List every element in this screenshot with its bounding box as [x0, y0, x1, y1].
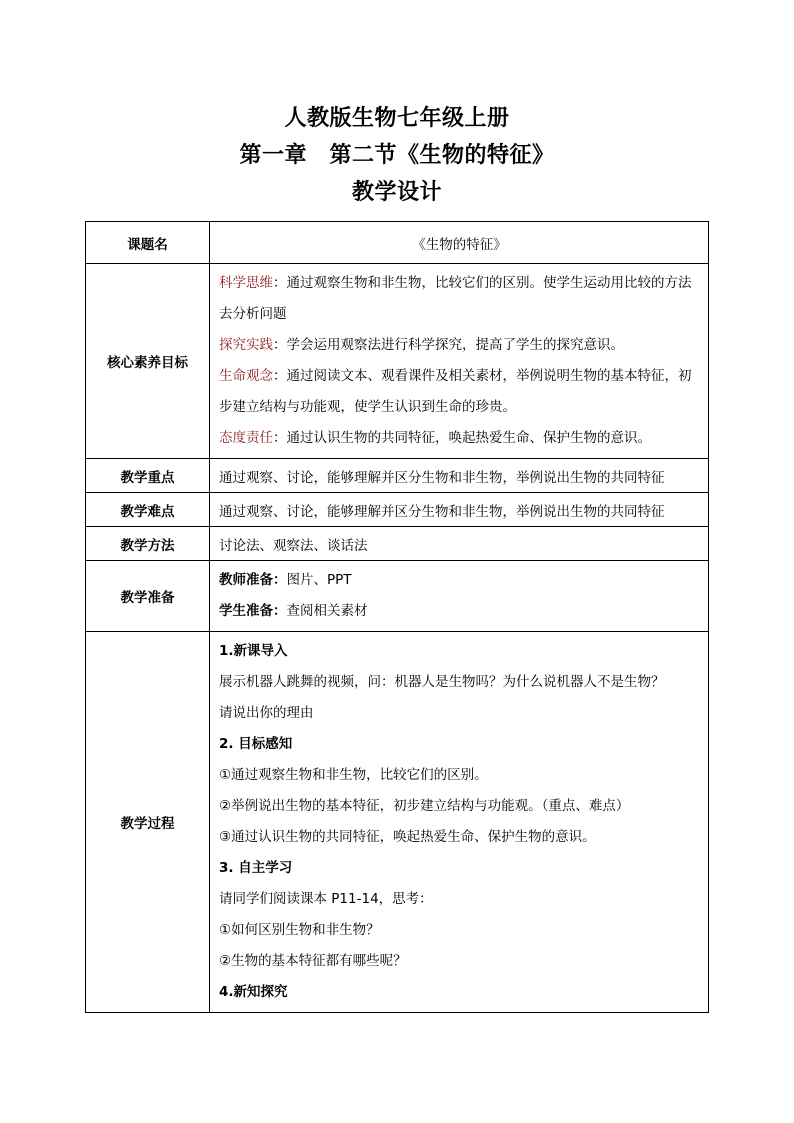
label-goals: 核心素养目标	[86, 264, 210, 459]
prep-student-label: 学生准备：	[219, 603, 287, 619]
value-key-points: 通过观察、讨论，能够理解并区分生物和非生物，举例说出生物的共同特征	[210, 459, 709, 493]
title-textbook: 人教版生物七年级上册	[284, 105, 510, 131]
list-item: ①通过观察生物和非生物，比较它们的区别。	[219, 767, 488, 783]
prep-student	[219, 596, 700, 627]
section-title: 3. 自主学习	[219, 860, 293, 876]
list-item: ③通过认识生物的共同特征，唤起热爱生命、保护生物的意识。	[219, 829, 596, 845]
list-item: ②生物的基本特征都有哪些呢？	[219, 953, 407, 969]
goal-text: ：通过阅读文本、观看课件及相关素材，举例说明生物的基本特征，初步建立结构与功能观，使学生认识到生命的珍贵。	[219, 368, 692, 415]
value-prep	[210, 561, 709, 632]
document-titles	[0, 100, 794, 211]
row-goals	[86, 264, 709, 459]
lesson-plan-table	[85, 221, 709, 1013]
label-prep: 教学准备	[86, 561, 210, 632]
section-title: 1.新课导入	[219, 643, 288, 659]
goal-text: ：学会运用观察法进行科学探究，提高了学生的探究意识。	[273, 337, 624, 353]
goal-term: 生命观念	[219, 368, 273, 384]
goal-text: ：通过认识生物的共同特征，唤起热爱生命、保护生物的意识。	[273, 430, 651, 446]
goal-term: 探究实践	[219, 337, 273, 353]
row-difficulties	[86, 493, 709, 527]
section-title: 2. 目标感知	[219, 736, 293, 752]
label-methods: 教学方法	[86, 527, 210, 561]
list-item: ②举例说出生物的基本特征，初步建立结构与功能观。（重点、难点）	[219, 798, 630, 814]
goal-item	[219, 330, 700, 361]
prep-student-value: 查阅相关素材	[286, 603, 368, 619]
goal-term: 科学思维	[219, 275, 273, 291]
goal-item	[219, 423, 700, 454]
row-methods	[86, 527, 709, 561]
label-topic: 课题名	[86, 222, 210, 264]
goal-text: ：通过观察生物和非生物，比较它们的区别。使学生运动用比较的方法去分析问题	[219, 275, 692, 322]
prep-teacher-value: 图片、PPT	[286, 572, 352, 588]
value-process	[210, 632, 709, 1013]
title-design: 教学设计	[351, 179, 442, 205]
list-item: ①如何区别生物和非生物？	[219, 922, 380, 938]
value-goals	[210, 264, 709, 459]
title-chapter: 第一章 第二节《生物的特征》	[239, 142, 555, 168]
prep-teacher	[219, 565, 700, 596]
goal-item	[219, 361, 700, 423]
row-topic	[86, 222, 709, 264]
section-text: 请说出你的理由	[219, 705, 314, 721]
row-process	[86, 632, 709, 1013]
goal-term: 态度责任	[219, 430, 273, 446]
goal-item	[219, 268, 700, 330]
section-text: 展示机器人跳舞的视频，问：机器人是生物吗？为什么说机器人不是生物？	[219, 674, 665, 690]
prep-teacher-label: 教师准备：	[219, 572, 287, 588]
label-difficulties: 教学难点	[86, 493, 210, 527]
label-key-points: 教学重点	[86, 459, 210, 493]
row-key-points	[86, 459, 709, 493]
value-methods: 讨论法、观察法、谈话法	[210, 527, 709, 561]
value-difficulties: 通过观察、讨论，能够理解并区分生物和非生物，举例说出生物的共同特征	[210, 493, 709, 527]
label-process: 教学过程	[86, 632, 210, 1013]
section-title: 4.新知探究	[219, 984, 288, 1000]
row-prep	[86, 561, 709, 632]
section-text: 请同学们阅读课本 P11-14，思考：	[219, 891, 433, 907]
value-topic: 《生物的特征》	[210, 222, 709, 264]
